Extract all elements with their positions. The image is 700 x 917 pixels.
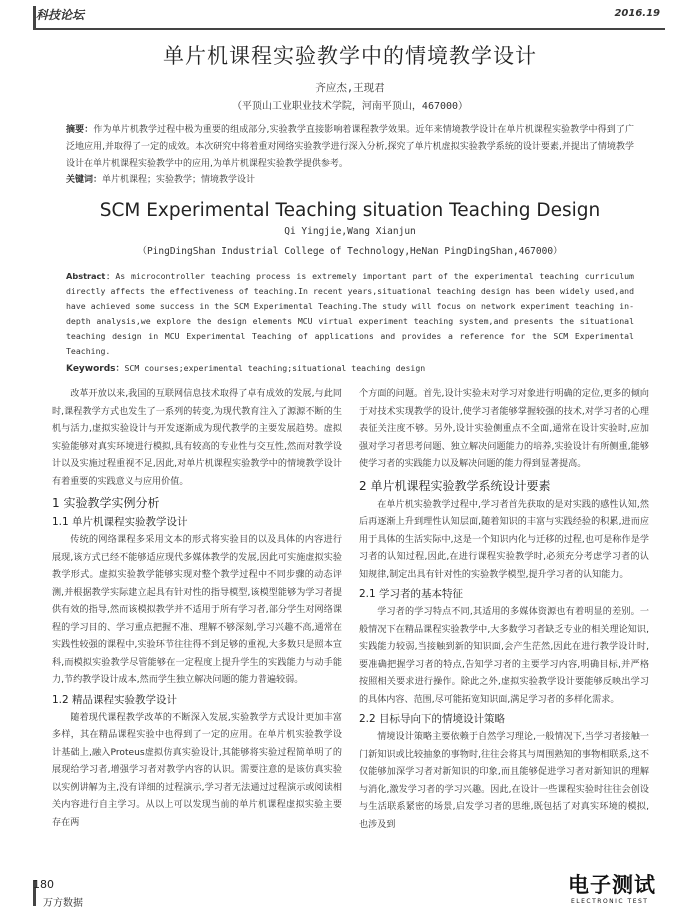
abstract-en-label: Abstract： xyxy=(66,271,116,281)
abstract-en-text: As microcontroller teaching process is extremely important part of the experimental teaching curriculum directly affects the effectiveness of teaching.In recent years,situational teaching design has been widely used,and have achieved some success in the SCM Experimental Teaching.The study will focus on network experiment teaching in-depth analysis,we explore the design elements MCU virtual experiment teaching system,and presents the situational teaching design in MCU Experimental Teaching of applications and provides a reference for the SCM Experimental Teaching. xyxy=(66,271,634,356)
authors-en: Qi Yingjie,Wang Xianjun xyxy=(284,226,416,237)
header-rule xyxy=(33,28,665,30)
section-heading-1: 1 实验教学实例分析 xyxy=(52,496,160,510)
journal-logo-en: ELECTRONIC TEST xyxy=(571,898,649,905)
abstract-cn-text: 作为单片机教学过程中极为重要的组成部分,实验教学直接影响着课程教学效果。近年来情境教学设计在单片机课程实验教学中得到了广泛地应用,并取得了一定的成效。本次研究中将着重对网络实验教学进行深入分析,探究了单片机虚拟实验教学系统的设计要素,并提出了情境教学设计在单片机课程实验教学中的应用,为单片机课程实验教学提供参考。 xyxy=(66,125,634,169)
section-heading-1-2: 1.2 精品课程实验教学设计 xyxy=(52,693,178,706)
body-left-column xyxy=(52,386,342,832)
keywords-en xyxy=(66,361,634,376)
section-2-1-paragraph: 学习者的学习特点不同,其适用的多媒体资源也有着明显的差别。一般情况下在精品课程实验教学中,大多数学习者缺乏专业的相关理论知识,实践能力较弱,当接触到新的知识面,会产生茫然,因此在进行教学设计时,要准确把握学习者的特点,告知学习者的主要学习内容,明确目标,并严格按照相关要求进行操作。除此之外,虚拟实验教学设计要能够反映出学习的具体内容、范围,尽可能拓宽知识面,满足学习者的多样化需求。 xyxy=(359,607,649,705)
journal-section: 科技论坛 xyxy=(36,8,85,22)
affiliation-en: （PingDingShan Industrial College of Technology,HeNan PingDingShan,467000） xyxy=(137,246,563,257)
continued-paragraph: 个方面的问题。首先,设计实验未对学习对象进行明确的定位,更多的倾向于对技术实现教学的设计,使学习者能够掌握较强的技术,对学习者的心理表征关注度不够。另外,设计实验侧重点不全面,通常在设计实验时,应加强对学习者思考问题、独立解决问题能力的培养,实验设计有所侧重,能够使学习者的实践能力以及解决问题的能力得到显著提高。 xyxy=(359,389,649,469)
journal-logo: 电子测试 xyxy=(568,873,656,897)
section-heading-2-1: 2.1 学习者的基本特征 xyxy=(359,588,464,600)
keywords-cn xyxy=(66,173,634,188)
keywords-cn-text: 单片机课程；实验教学；情境教学设计 xyxy=(102,175,256,185)
section-heading-1-1: 1.1 单片机课程实验教学设计 xyxy=(52,516,188,528)
authors-cn: 齐应杰,王现君 xyxy=(315,82,385,94)
section-1-1-paragraph: 传统的网络课程多采用文本的形式将实验目的以及具体的内容进行展现,该方式已经不能够适应现代多媒体教学的发展,因此可实施虚拟实验教学形式。虚拟实验教学能够实现对整个教学过程中不同步骤的动态评测,并根据教学实际建立起具有针对性的指导模型,该模型能够为学习者提供有效的指导,然而该模拟教学并不适用于所有学习者,部分学生对网络课程的学习目的、学习重点把握不准、理解不够深刻,学习兴趣不高,通常在实践性较强的课程中,实验环节往往得不到足够的重视,大多数只是照本宣科,而模拟实验教学尽管能够在一定程度上提升学生的实践能力与动手能力,节约教学设计成本,然而学生独立解决问题的能力普遍较弱。 xyxy=(52,535,342,685)
intro-paragraph: 改革开放以来,我国的互联网信息技术取得了卓有成效的发展,与此同时,课程教学方式也发生了一系列的转变,为现代教育注入了源源不断的生机与活力,虚拟实验设计与开发逐渐成为现代教学的主要发展趋势。虚拟实验能够对真实环境进行模拟,具有较高的专业性与交互性,然而对教学设计以及实施过程重视不足,因此,对单片机课程实验教学中的情境教学设计有着重要的实践意义与应用价值。 xyxy=(52,389,342,487)
page-number: 180 xyxy=(33,878,54,891)
paper-title-en: SCM Experimental Teaching situation Teaching Design xyxy=(99,200,601,221)
affiliation-cn: （平顶山工业职业技术学院，河南平顶山，467000） xyxy=(231,101,469,112)
section-heading-2: 2 单片机课程实验教学系统设计要素 xyxy=(359,478,551,493)
section-1-2-paragraph: 随着现代课程教学改革的不断深入发展,实验教学方式设计更加丰富多样，其在精品课程实验中也得到了一定的应用。在单片机实验教学设计基础上,融入Proteus虚拟仿真实验设计,其能够将实验过程简单明了的展现给学习者,增强学习者对教学内容的认识。需要注意的是该仿真实验以实例讲解为主,没有详细的过程演示,学习者无法通过过程演示或阅读相关内容进行自主学习。从以上可以发现当前的单片机课程虚拟实验主要存在两 xyxy=(52,712,342,828)
keywords-en-label: Keywords： xyxy=(66,364,125,374)
issue-number: 2016.19 xyxy=(614,8,660,19)
body-right-column xyxy=(359,386,649,834)
paper-title-cn: 单片机课程实验教学中的情境教学设计 xyxy=(163,44,537,68)
abstract-en xyxy=(66,269,634,359)
section-2-paragraph: 在单片机实验教学过程中,学习者首先获取的是对实践的感性认知,然后再逐渐上升到理性认知层面,随着知识的丰富与实践经验的积累,进而应用于具体的生活实际中,这是一个知识内化与迁移的过程,也可是称作是学习者的认知过程,因此,在进行课程实验教学时,必须充分考虑学习者的认知规律,制定出具有针对性的实验教学模型,提升学习者的认知能力。 xyxy=(359,499,649,580)
section-2-2-paragraph: 情境设计策略主要依赖于自然学习理论,一般情况下,当学习者接触一门新知识或比较抽象的事物时,往往会将其与周围熟知的事物相联系,这不仅能够加深学习者对新知识的印象,而且能够促进学习者对新知识的理解与消化,激发学习者的学习兴趣。因此,在设计一些课程实验时往往会创设与生活联系紧密的场景,启发学习者的思维,既包括了对真实环境的模拟,也涉及到 xyxy=(359,732,649,830)
keywords-cn-label: 关键词： xyxy=(66,175,103,185)
keywords-en-text: SCM courses;experimental teaching;situational teaching design xyxy=(124,363,426,373)
abstract-cn xyxy=(66,122,634,173)
section-heading-2-2: 2.2 目标导向下的情境设计策略 xyxy=(359,713,506,725)
abstract-cn-label: 摘要： xyxy=(66,125,94,135)
footer-publication-left: 万方数据 xyxy=(43,898,83,909)
